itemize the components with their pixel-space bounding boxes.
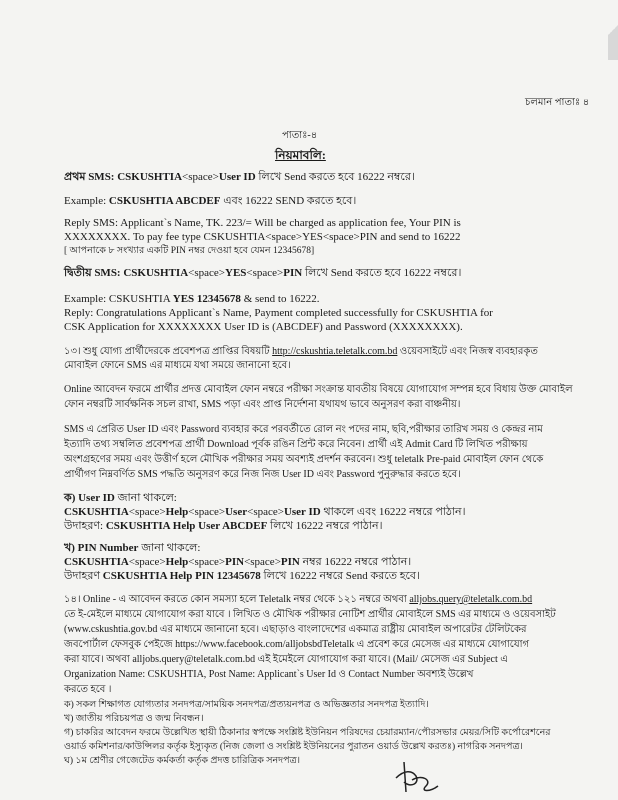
example2-code: YES 12345678 [172,293,241,305]
example1-code: CSKUSHTIA ABCDEF [108,195,221,207]
para14-line4: জবপোর্টাল ফেসবুক পেইজে https://www.facebook.com/alljobsbdTeletalk এ প্রবেশ করে মেসেজ এর মাধ্যমে যোগাযোগ [64,639,530,650]
sms1-line [64,170,584,184]
kh-cmd-rest: নম্বর 16222 নম্বরে পাঠান। [299,556,412,568]
document-item-g-cont: ওয়ার্ড কমিশনার/কাউন্সিলর কর্তৃক ইস্যুকৃত (নিজ জেলা ও সংশ্লিষ্ট ইউনিয়নের পুরাতন ওয়ার্ড উল্লেখ করতঃ) নাগরিক সনদপত্র। [64,742,523,752]
para14-line2: তে ই-মেইলে মাধ্যমে যোগাযোগ করা যাবে । লিখিত ও মৌখিক পরীক্ষার নোটিশ প্রার্থীর মোবাইলে SMS এর মাধ্যমে ও ওয়েবসাইট [64,609,556,620]
para13-text-b: ওয়েবসাইটে এবং নিজস্ব ব্যবহারকৃত [397,346,538,357]
reply1-line1: Reply SMS: Applicant`s Name, TK. 223/= Will be charged as application fee, Your PIN is [64,217,461,229]
section-kh-command [64,555,584,569]
sms-para-line3: অংশগ্রহণের সময় এবং উত্তীর্ণ হলে মৌখিক পরীক্ষার সময় অবশ্যই প্রদর্শন করবেন। শুধু teletalk Pre-paid মোবাইল ফোন থেকে [64,454,544,465]
example2-prefix: Example: CSKUSHTIA [64,293,173,305]
section-k-label-rest: জানা থাকলে: [114,492,177,504]
sms2-space-2: <space> [246,267,284,279]
reply2-line1: Reply: Congratulations Applicant`s Name, Payment completed successfully for CSKUSHTIA for [64,307,493,319]
para14-line6: Organization Name: CSKUSHTIA, Post Name: Applicant`s User Id ও Contact Number অবশ্যই উল্লেখ [64,669,474,680]
k-user: User [225,506,248,518]
section-kh-label-rest: জানা থাকলে: [138,542,201,554]
kh-space-3: <space> [244,556,281,568]
para14-line3: (www.cskushtia.gov.bd এর মাধ্যমে জানানো হবে। এছাড়াও বাংলাদেশের একমাত্র রাষ্ট্রীয় মোবাইল অপারেটর টেলিটকের [64,624,527,635]
section-kh-label: খ) PIN Number [64,542,139,554]
k-space-1: <space> [128,506,166,518]
signature-image [382,756,452,796]
k-space-2: <space> [188,506,226,518]
scan-edge-shadow [608,0,618,60]
sms1-label: প্রথম SMS: CSKUSHTIA [64,171,183,183]
kh-space-1: <space> [128,556,166,568]
kh-pin: PIN [225,556,245,568]
example1-rest: এবং 16222 SEND করতে হবে। [220,195,357,207]
k-userid: User ID [283,506,321,518]
page-number: পাতাঃ-৪ [282,130,318,141]
k-cmd-code: CSKUSHTIA [64,506,129,518]
kh-example-prefix: উদাহরণ [64,570,103,582]
online-para-line2: ফোন নম্বরটি সার্বক্ষনিক সচল রাখা, SMS পড়া এবং প্রাপ্ত নির্দেশনা যথাযথ ভাবে অনুসরণ করা বাঞ্চনীয়। [64,399,461,410]
document-item-gh: ঘ) ১ম শ্রেণীর গেজেটেড কর্মকর্তা কর্তৃক প্রদত্ত চারিত্রিক সনদপত্র। [64,756,300,766]
sms1-rest: লিখে Send করতে হবে 16222 নম্বরে। [258,171,415,183]
section-k-label: ক) User ID [64,492,115,504]
document-item-g: গ) চাকরির আবেদন ফরমে উল্লেখিত স্থায়ী ঠিকানার স্বপক্ষে সংশ্লিষ্ট ইউনিয়ন পরিষদের চেয়ারম্যান/পৌরসভার মেয়র/সিটি কর্পোরেশনের [64,728,551,738]
example1-prefix: Example: [64,195,109,207]
reply1-line2: XXXXXXXX. To pay fee type CSKUSHTIA<space>YES<space>PIN and send to 16222 [64,231,461,243]
section-kh-heading [64,541,584,555]
document-item-k: ক) সকল শিক্ষাগত যোগ্যতার সনদপত্র/সাময়িক সনদপত্র/প্রত্যয়নপত্র ও অভিজ্ঞতার সনদপত্র ইত্যাদি। [64,700,429,710]
kh-pin-2: PIN [280,556,300,568]
sms1-userid: User ID [218,171,256,183]
kh-example-code: CSKUSHTIA Help PIN 12345678 [102,570,261,582]
example2-rest: & send to 16222. [240,293,320,305]
sms2-label: দ্বিতীয় SMS: CSKUSHTIA [64,267,189,279]
kh-help: Help [165,556,189,568]
para13-text-a: ১৩। শুধু যোগ্য প্রার্থীদেরকে প্রবেশপত্র প্রাপ্তির বিষয়টি [64,346,273,357]
alljobs-email-link[interactable]: alljobs.query@teletalk.com.bd [409,594,533,605]
para14-line1 [64,593,584,607]
sms2-yes: YES [225,267,247,279]
reply2-line2: CSK Application for XXXXXXXX User ID is (ABCDEF) and Password (XXXXXXXX). [64,321,463,333]
k-space-3: <space> [247,506,284,518]
k-help: Help [165,506,189,518]
example2-line [64,292,584,306]
para13-line1 [64,345,584,359]
example1-line [64,194,584,208]
running-page-number: চলমান পাতাঃ ৪ [525,97,590,108]
sms-para-line4: প্রার্থীগণ নিম্নবর্ণিত SMS পদ্ধতি অনুসরণ করে নিজ নিজ User ID এবং Password পুনুরুদ্ধার করতে হবে। [64,469,461,480]
para14-line7: করতে হবে । [64,684,112,695]
section-k-heading [64,491,584,505]
sms2-space-1: <space> [188,267,225,279]
kh-space-2: <space> [188,556,226,568]
para13-line2: মোবাইল ফোনে SMS এর মাধ্যমে যথা সময়ে জানানো হবে। [64,360,291,371]
kh-example-rest: লিখে 16222 নম্বরে Send করতে হবে। [260,570,420,582]
reply1-line3: [ আপনাকে ৮ সংখ্যার একটি PIN নম্বর দেওয়া হবে যেমন 12345678] [64,246,315,256]
k-example-code: CSKUSHTIA Help User ABCDEF [105,520,268,532]
section-k-command [64,505,584,519]
page-title: নিয়মাবলি: [275,148,326,162]
online-para-line1: Online আবেদন ফরমে প্রার্থীর প্রদত্ত মোবাইল ফোন নম্বরে পরীক্ষা সংক্রান্ত যাবতীয় বিষয়ে যোগাযোগ সম্পন্ন হবে বিধায় উক্ত মোবাইল [64,384,573,395]
cskushtia-website-link[interactable]: http://cskushtia.teletalk.com.bd [272,346,398,357]
sms2-rest: লিখে Send করতে হবে 16222 নম্বরে। [302,267,462,279]
sms1-space: <space> [182,171,219,183]
sms2-line [64,266,584,280]
para14-line5: করা যাবে। অথবা alljobs.query@teletalk.com.bd এই ইমেইলে যোগাযোগ করা যাবে। (Mail/ মেসেজ এর Subject এ [64,654,508,665]
para14-text-a: ১৪। Online - এ আবেদন করতে কোন সমস্যা হলে Teletalk নম্বর থেকে ১২১ নম্বরে অথবা [64,594,410,605]
k-example-rest: লিখে 16222 নম্বরে পাঠান। [267,520,383,532]
sms-para-line2: ইত্যাদি তথ্য সম্বলিত প্রবেশপত্র প্রার্থী Download পূর্বক রঙিন প্রিন্ট করে নিবেন। প্রার্থী এই Admit Card টি লিখিত পরীক্ষায় [64,439,528,450]
section-k-example [64,519,584,533]
section-kh-example [64,569,584,583]
kh-cmd-code: CSKUSHTIA [64,556,129,568]
k-example-prefix: উদাহরণ: [64,520,106,532]
k-cmd-rest: থাকলে এবং 16222 নম্বরে পাঠান। [320,506,466,518]
sms-para-line1: SMS এ প্রেরিত User ID এবং Password ব্যবহার করে পরবর্তীতে রোল নং পদের নাম, ছবি,পরীক্ষার তারিখ সময় ও কেন্দ্রর নাম [64,424,543,435]
document-item-kh: খ) জাতীয় পরিচয়পত্র ও জন্ম নিবন্ধন। [64,714,204,724]
sms2-pin: PIN [283,267,303,279]
